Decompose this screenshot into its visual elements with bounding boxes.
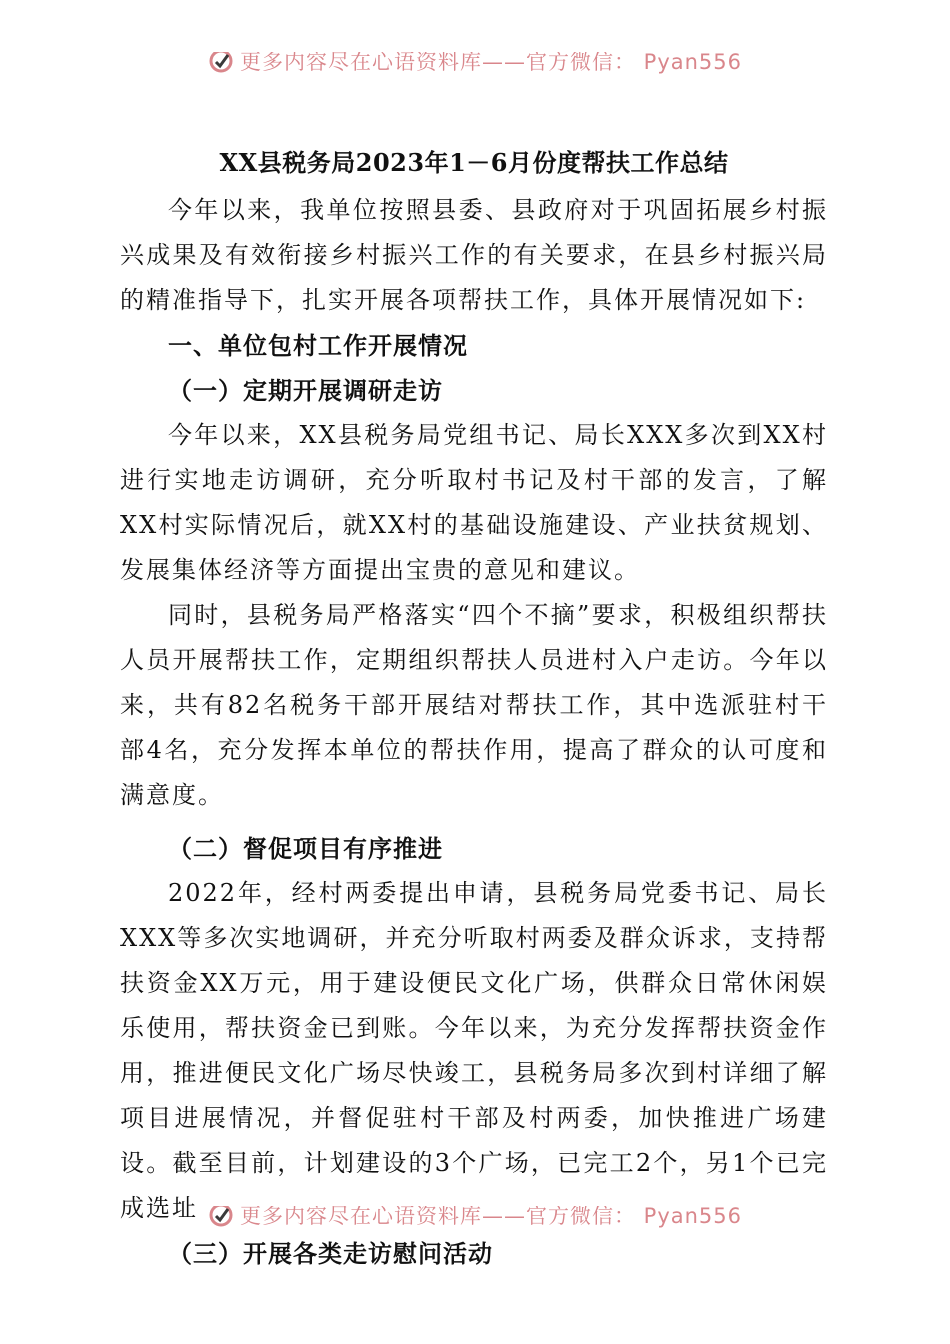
subsection-2-heading: （二）督促项目有序推进 [168, 834, 443, 863]
intro-paragraph: 今年以来，我单位按照县委、县政府对于巩固拓展乡村振兴成果及有效衔接乡村振兴工作的有关要求，在县乡村振兴局的精准指导下，扎实开展各项帮扶工作，具体开展情况如下: [120, 196, 828, 314]
subsection-3-heading: （三）开展各类走访慰问活动 [168, 1239, 493, 1268]
watermark-logo-icon [208, 1206, 234, 1228]
section-1-heading: 一、单位包村工作开展情况 [168, 331, 468, 360]
subsection-1-paragraph-1: 今年以来，XX县税务局党组书记、局长XXX多次到XX村进行实地走访调研，充分听取村书记及村干部的发言，了解XX村实际情况后，就XX村的基础设施建设、产业扶贫规划、发展集体经济等方面提出宝贵的意见和建议。 [120, 421, 828, 584]
document-body [120, 138, 828, 1276]
watermark-text: 更多内容尽在心语资料库——官方微信： Pyan556 [239, 52, 743, 74]
watermark-header [0, 52, 950, 92]
watermark-logo-icon [208, 52, 234, 74]
watermark-footer [0, 1206, 950, 1246]
subsection-1-paragraph-2: 同时，县税务局严格落实“四个不摘”要求，积极组织帮扶人员开展帮扶工作，定期组织帮扶人员进村入户走访。今年以来，共有82名税务干部开展结对帮扶工作，其中选派驻村干部4名，充分发挥本单位的帮扶作用，提高了群众的认可度和满意度。 [120, 601, 828, 809]
subsection-2-paragraph-1: 2022年，经村两委提出申请，县税务局党委书记、局长XXX等多次实地调研，并充分听取村两委及群众诉求，支持帮扶资金XX万元，用于建设便民文化广场，供群众日常休闲娱乐使用，帮扶资金已到账。今年以来，为充分发挥帮扶资金作用，推进便民文化广场尽快竣工，县税务局多次到村详细了解项目进展情况，并督促驻村干部及村两委，加快推进广场建设。截至目前，计划建设的3个广场，已完工2个，另1个已完成选址 [120, 879, 828, 1222]
subsection-1-heading: （一）定期开展调研走访 [168, 376, 443, 405]
document-title: XX县税务局2023年1－6月份度帮扶工作总结 [219, 148, 729, 177]
watermark-text: 更多内容尽在心语资料库——官方微信： Pyan556 [239, 1206, 743, 1228]
